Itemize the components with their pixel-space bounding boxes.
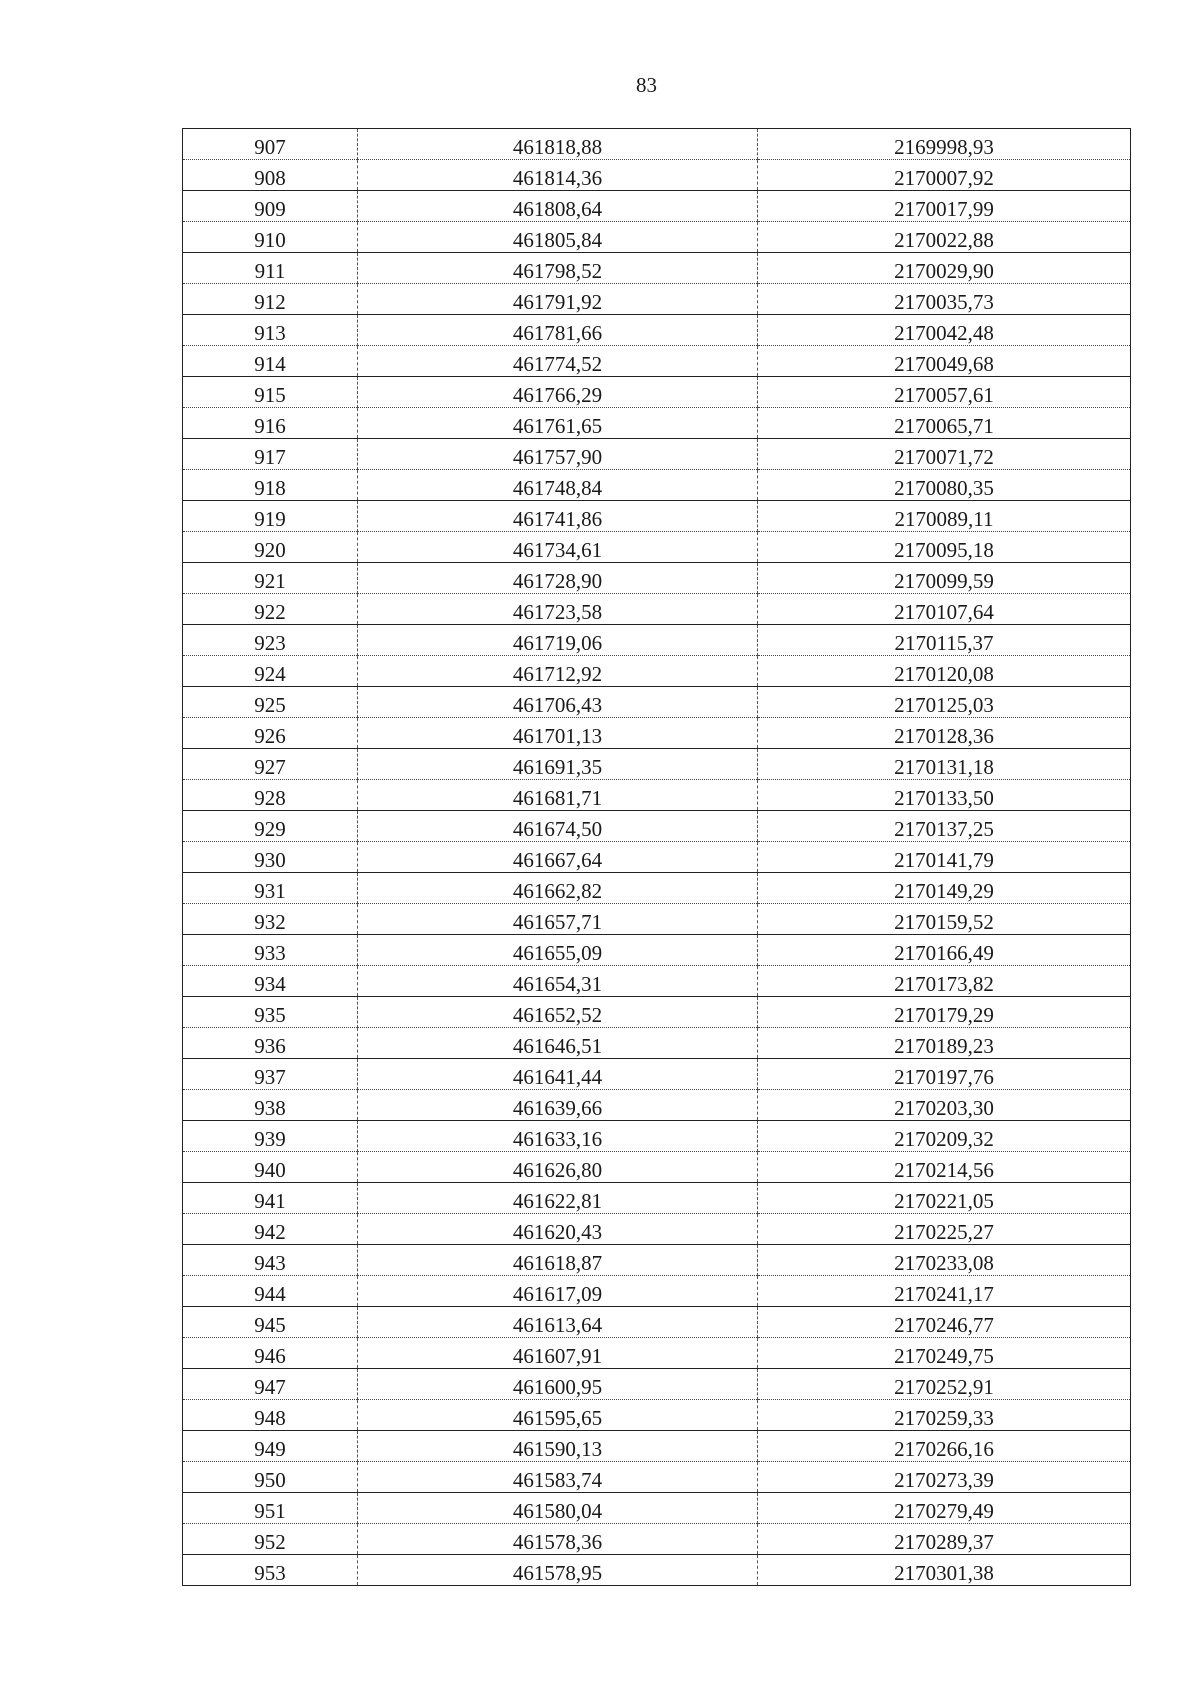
point-number-cell: 936 bbox=[183, 1028, 358, 1059]
y-coordinate-cell: 2170120,08 bbox=[758, 656, 1131, 687]
point-number-cell: 913 bbox=[183, 315, 358, 346]
y-coordinate-cell: 2170035,73 bbox=[758, 284, 1131, 315]
x-coordinate-cell: 461580,04 bbox=[358, 1493, 758, 1524]
table-row bbox=[183, 377, 1131, 408]
table-row bbox=[183, 315, 1131, 346]
point-number-cell: 907 bbox=[183, 129, 358, 160]
table-row bbox=[183, 1462, 1131, 1493]
point-number-cell: 943 bbox=[183, 1245, 358, 1276]
y-coordinate-cell: 2170166,49 bbox=[758, 935, 1131, 966]
point-number-cell: 947 bbox=[183, 1369, 358, 1400]
y-coordinate-cell: 2170241,17 bbox=[758, 1276, 1131, 1307]
y-coordinate-cell: 2170246,77 bbox=[758, 1307, 1131, 1338]
table-row bbox=[183, 532, 1131, 563]
x-coordinate-cell: 461691,35 bbox=[358, 749, 758, 780]
y-coordinate-cell: 2170115,37 bbox=[758, 625, 1131, 656]
x-coordinate-cell: 461719,06 bbox=[358, 625, 758, 656]
table-row bbox=[183, 1307, 1131, 1338]
table-row bbox=[183, 966, 1131, 997]
x-coordinate-cell: 461578,95 bbox=[358, 1555, 758, 1586]
x-coordinate-cell: 461734,61 bbox=[358, 532, 758, 563]
table-row bbox=[183, 1338, 1131, 1369]
table-row bbox=[183, 1152, 1131, 1183]
table-row bbox=[183, 191, 1131, 222]
point-number-cell: 912 bbox=[183, 284, 358, 315]
table-row bbox=[183, 563, 1131, 594]
point-number-cell: 939 bbox=[183, 1121, 358, 1152]
point-number-cell: 938 bbox=[183, 1090, 358, 1121]
table-row bbox=[183, 470, 1131, 501]
table-row bbox=[183, 656, 1131, 687]
table-row bbox=[183, 129, 1131, 160]
x-coordinate-cell: 461607,91 bbox=[358, 1338, 758, 1369]
y-coordinate-cell: 2170252,91 bbox=[758, 1369, 1131, 1400]
table-row bbox=[183, 873, 1131, 904]
table-row bbox=[183, 594, 1131, 625]
x-coordinate-cell: 461590,13 bbox=[358, 1431, 758, 1462]
point-number-cell: 926 bbox=[183, 718, 358, 749]
y-coordinate-cell: 2169998,93 bbox=[758, 129, 1131, 160]
point-number-cell: 945 bbox=[183, 1307, 358, 1338]
table-row bbox=[183, 904, 1131, 935]
y-coordinate-cell: 2170095,18 bbox=[758, 532, 1131, 563]
x-coordinate-cell: 461741,86 bbox=[358, 501, 758, 532]
x-coordinate-cell: 461595,65 bbox=[358, 1400, 758, 1431]
x-coordinate-cell: 461657,71 bbox=[358, 904, 758, 935]
y-coordinate-cell: 2170107,64 bbox=[758, 594, 1131, 625]
point-number-cell: 909 bbox=[183, 191, 358, 222]
point-number-cell: 922 bbox=[183, 594, 358, 625]
table-row bbox=[183, 842, 1131, 873]
x-coordinate-cell: 461774,52 bbox=[358, 346, 758, 377]
point-number-cell: 910 bbox=[183, 222, 358, 253]
x-coordinate-cell: 461646,51 bbox=[358, 1028, 758, 1059]
point-number-cell: 930 bbox=[183, 842, 358, 873]
table-row bbox=[183, 1524, 1131, 1555]
table-row bbox=[183, 1369, 1131, 1400]
point-number-cell: 928 bbox=[183, 780, 358, 811]
y-coordinate-cell: 2170057,61 bbox=[758, 377, 1131, 408]
y-coordinate-cell: 2170089,11 bbox=[758, 501, 1131, 532]
y-coordinate-cell: 2170301,38 bbox=[758, 1555, 1131, 1586]
coordinates-table-body bbox=[183, 129, 1131, 1586]
y-coordinate-cell: 2170233,08 bbox=[758, 1245, 1131, 1276]
point-number-cell: 921 bbox=[183, 563, 358, 594]
y-coordinate-cell: 2170289,37 bbox=[758, 1524, 1131, 1555]
table-row bbox=[183, 408, 1131, 439]
x-coordinate-cell: 461662,82 bbox=[358, 873, 758, 904]
table-row bbox=[183, 346, 1131, 377]
point-number-cell: 915 bbox=[183, 377, 358, 408]
point-number-cell: 927 bbox=[183, 749, 358, 780]
coordinates-table-wrapper bbox=[182, 128, 1130, 1586]
x-coordinate-cell: 461791,92 bbox=[358, 284, 758, 315]
point-number-cell: 933 bbox=[183, 935, 358, 966]
y-coordinate-cell: 2170080,35 bbox=[758, 470, 1131, 501]
table-row bbox=[183, 780, 1131, 811]
y-coordinate-cell: 2170159,52 bbox=[758, 904, 1131, 935]
y-coordinate-cell: 2170225,27 bbox=[758, 1214, 1131, 1245]
x-coordinate-cell: 461681,71 bbox=[358, 780, 758, 811]
y-coordinate-cell: 2170128,36 bbox=[758, 718, 1131, 749]
x-coordinate-cell: 461814,36 bbox=[358, 160, 758, 191]
y-coordinate-cell: 2170179,29 bbox=[758, 997, 1131, 1028]
x-coordinate-cell: 461805,84 bbox=[358, 222, 758, 253]
y-coordinate-cell: 2170189,23 bbox=[758, 1028, 1131, 1059]
table-row bbox=[183, 1090, 1131, 1121]
y-coordinate-cell: 2170065,71 bbox=[758, 408, 1131, 439]
x-coordinate-cell: 461798,52 bbox=[358, 253, 758, 284]
x-coordinate-cell: 461706,43 bbox=[358, 687, 758, 718]
y-coordinate-cell: 2170007,92 bbox=[758, 160, 1131, 191]
x-coordinate-cell: 461728,90 bbox=[358, 563, 758, 594]
table-row bbox=[183, 1028, 1131, 1059]
point-number-cell: 942 bbox=[183, 1214, 358, 1245]
page-number: 83 bbox=[636, 73, 657, 97]
y-coordinate-cell: 2170203,30 bbox=[758, 1090, 1131, 1121]
point-number-cell: 941 bbox=[183, 1183, 358, 1214]
table-row bbox=[183, 1059, 1131, 1090]
point-number-cell: 916 bbox=[183, 408, 358, 439]
point-number-cell: 924 bbox=[183, 656, 358, 687]
table-row bbox=[183, 1400, 1131, 1431]
y-coordinate-cell: 2170259,33 bbox=[758, 1400, 1131, 1431]
table-row bbox=[183, 997, 1131, 1028]
x-coordinate-cell: 461641,44 bbox=[358, 1059, 758, 1090]
point-number-cell: 911 bbox=[183, 253, 358, 284]
x-coordinate-cell: 461633,16 bbox=[358, 1121, 758, 1152]
x-coordinate-cell: 461712,92 bbox=[358, 656, 758, 687]
x-coordinate-cell: 461818,88 bbox=[358, 129, 758, 160]
x-coordinate-cell: 461723,58 bbox=[358, 594, 758, 625]
y-coordinate-cell: 2170042,48 bbox=[758, 315, 1131, 346]
table-row bbox=[183, 1555, 1131, 1586]
x-coordinate-cell: 461655,09 bbox=[358, 935, 758, 966]
y-coordinate-cell: 2170131,18 bbox=[758, 749, 1131, 780]
y-coordinate-cell: 2170125,03 bbox=[758, 687, 1131, 718]
x-coordinate-cell: 461617,09 bbox=[358, 1276, 758, 1307]
point-number-cell: 952 bbox=[183, 1524, 358, 1555]
point-number-cell: 934 bbox=[183, 966, 358, 997]
point-number-cell: 946 bbox=[183, 1338, 358, 1369]
x-coordinate-cell: 461578,36 bbox=[358, 1524, 758, 1555]
table-row bbox=[183, 1493, 1131, 1524]
y-coordinate-cell: 2170099,59 bbox=[758, 563, 1131, 594]
y-coordinate-cell: 2170137,25 bbox=[758, 811, 1131, 842]
point-number-cell: 948 bbox=[183, 1400, 358, 1431]
table-row bbox=[183, 501, 1131, 532]
point-number-cell: 949 bbox=[183, 1431, 358, 1462]
point-number-cell: 940 bbox=[183, 1152, 358, 1183]
point-number-cell: 937 bbox=[183, 1059, 358, 1090]
x-coordinate-cell: 461652,52 bbox=[358, 997, 758, 1028]
point-number-cell: 919 bbox=[183, 501, 358, 532]
table-row bbox=[183, 1183, 1131, 1214]
point-number-cell: 923 bbox=[183, 625, 358, 656]
table-row bbox=[183, 687, 1131, 718]
x-coordinate-cell: 461618,87 bbox=[358, 1245, 758, 1276]
table-row bbox=[183, 439, 1131, 470]
point-number-cell: 935 bbox=[183, 997, 358, 1028]
table-row bbox=[183, 811, 1131, 842]
point-number-cell: 951 bbox=[183, 1493, 358, 1524]
point-number-cell: 920 bbox=[183, 532, 358, 563]
y-coordinate-cell: 2170071,72 bbox=[758, 439, 1131, 470]
x-coordinate-cell: 461626,80 bbox=[358, 1152, 758, 1183]
point-number-cell: 917 bbox=[183, 439, 358, 470]
x-coordinate-cell: 461781,66 bbox=[358, 315, 758, 346]
table-row bbox=[183, 222, 1131, 253]
y-coordinate-cell: 2170029,90 bbox=[758, 253, 1131, 284]
x-coordinate-cell: 461654,31 bbox=[358, 966, 758, 997]
table-row bbox=[183, 284, 1131, 315]
table-row bbox=[183, 1214, 1131, 1245]
table-row bbox=[183, 718, 1131, 749]
x-coordinate-cell: 461620,43 bbox=[358, 1214, 758, 1245]
point-number-cell: 950 bbox=[183, 1462, 358, 1493]
y-coordinate-cell: 2170017,99 bbox=[758, 191, 1131, 222]
point-number-cell: 914 bbox=[183, 346, 358, 377]
point-number-cell: 953 bbox=[183, 1555, 358, 1586]
coordinates-table bbox=[182, 128, 1131, 1586]
x-coordinate-cell: 461701,13 bbox=[358, 718, 758, 749]
x-coordinate-cell: 461808,64 bbox=[358, 191, 758, 222]
x-coordinate-cell: 461583,74 bbox=[358, 1462, 758, 1493]
point-number-cell: 944 bbox=[183, 1276, 358, 1307]
point-number-cell: 931 bbox=[183, 873, 358, 904]
y-coordinate-cell: 2170022,88 bbox=[758, 222, 1131, 253]
y-coordinate-cell: 2170214,56 bbox=[758, 1152, 1131, 1183]
table-row bbox=[183, 1121, 1131, 1152]
x-coordinate-cell: 461667,64 bbox=[358, 842, 758, 873]
x-coordinate-cell: 461639,66 bbox=[358, 1090, 758, 1121]
y-coordinate-cell: 2170049,68 bbox=[758, 346, 1131, 377]
y-coordinate-cell: 2170279,49 bbox=[758, 1493, 1131, 1524]
x-coordinate-cell: 461622,81 bbox=[358, 1183, 758, 1214]
y-coordinate-cell: 2170266,16 bbox=[758, 1431, 1131, 1462]
x-coordinate-cell: 461761,65 bbox=[358, 408, 758, 439]
x-coordinate-cell: 461748,84 bbox=[358, 470, 758, 501]
y-coordinate-cell: 2170173,82 bbox=[758, 966, 1131, 997]
table-row bbox=[183, 160, 1131, 191]
y-coordinate-cell: 2170209,32 bbox=[758, 1121, 1131, 1152]
x-coordinate-cell: 461674,50 bbox=[358, 811, 758, 842]
y-coordinate-cell: 2170141,79 bbox=[758, 842, 1131, 873]
point-number-cell: 932 bbox=[183, 904, 358, 935]
y-coordinate-cell: 2170197,76 bbox=[758, 1059, 1131, 1090]
table-row bbox=[183, 1245, 1131, 1276]
table-row bbox=[183, 1276, 1131, 1307]
table-row bbox=[183, 749, 1131, 780]
y-coordinate-cell: 2170221,05 bbox=[758, 1183, 1131, 1214]
point-number-cell: 929 bbox=[183, 811, 358, 842]
table-row bbox=[183, 1431, 1131, 1462]
y-coordinate-cell: 2170133,50 bbox=[758, 780, 1131, 811]
x-coordinate-cell: 461600,95 bbox=[358, 1369, 758, 1400]
point-number-cell: 908 bbox=[183, 160, 358, 191]
point-number-cell: 925 bbox=[183, 687, 358, 718]
y-coordinate-cell: 2170149,29 bbox=[758, 873, 1131, 904]
table-row bbox=[183, 625, 1131, 656]
x-coordinate-cell: 461766,29 bbox=[358, 377, 758, 408]
y-coordinate-cell: 2170273,39 bbox=[758, 1462, 1131, 1493]
table-row bbox=[183, 253, 1131, 284]
point-number-cell: 918 bbox=[183, 470, 358, 501]
table-row bbox=[183, 935, 1131, 966]
y-coordinate-cell: 2170249,75 bbox=[758, 1338, 1131, 1369]
x-coordinate-cell: 461757,90 bbox=[358, 439, 758, 470]
x-coordinate-cell: 461613,64 bbox=[358, 1307, 758, 1338]
